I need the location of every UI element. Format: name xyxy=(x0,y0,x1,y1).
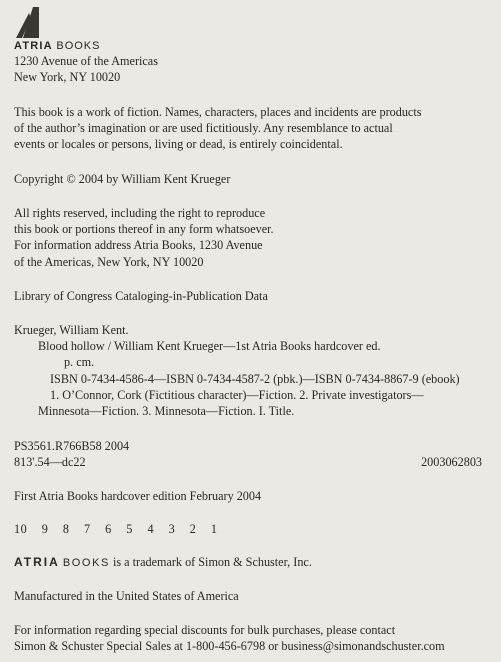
publisher-logo-text xyxy=(14,38,100,54)
trademark-brand: ATRIA xyxy=(14,555,60,569)
address-line: New York, NY 10020 xyxy=(14,70,121,85)
rights-line: For information address Atria Books, 1230 Avenue xyxy=(14,238,263,253)
cip-dewey: 813'.54—dc22 xyxy=(14,455,86,470)
cip-pages: p. cm. xyxy=(64,355,95,370)
cip-dewey-row xyxy=(14,454,494,470)
cip-header xyxy=(14,288,494,304)
cip-author: Krueger, William Kent. xyxy=(14,323,129,337)
cip-classification xyxy=(14,438,494,470)
sales-line: For information regarding special discounts for bulk purchases, please contact xyxy=(14,623,396,637)
disclaimer-line: events or locales or persons, living or dead, is entirely coincidental. xyxy=(14,137,343,152)
cip-isbn: ISBN 0-7434-4586-4—ISBN 0-7434-4587-2 (pbk.)—ISBN 0-7434-8867-9 (ebook) xyxy=(50,371,460,386)
trademark-text: is a trademark of Simon & Schuster, Inc. xyxy=(109,555,312,569)
disclaimer-line: of the author’s imagination or are used fictitiously. Any resemblance to actual xyxy=(14,121,393,136)
cip-subjects: 1. O’Connor, Cork (Fictitious character)—Fiction. 2. Private investigators— xyxy=(50,387,424,402)
manufactured-line: Manufactured in the United States of America xyxy=(14,589,239,603)
rights-line: All rights reserved, including the right to reproduce xyxy=(14,206,266,220)
copyright-line: Copyright © 2004 by William Kent Krueger xyxy=(14,172,231,186)
edition-line: First Atria Books hardcover edition February 2004 xyxy=(14,489,262,503)
cip-data xyxy=(14,322,494,419)
address-line: 1230 Avenue of the Americas xyxy=(14,54,158,68)
sales-line: Simon & Schuster Special Sales at 1-800-456-6798 or business@simonandschuster.com xyxy=(14,639,445,654)
cip-subjects: Minnesota—Fiction. 3. Minnesota—Fiction. I. Title. xyxy=(38,404,295,419)
rights-statement xyxy=(14,205,494,270)
cip-lccn: 2003062803 xyxy=(421,455,482,470)
fiction-disclaimer xyxy=(14,104,494,153)
printing-line xyxy=(14,521,494,537)
edition-statement xyxy=(14,488,494,504)
publisher-address xyxy=(14,53,494,85)
cip-header-line: Library of Congress Cataloging-in-Publication Data xyxy=(14,289,268,303)
copyright-notice xyxy=(14,171,494,187)
rights-line: of the Americas, New York, NY 10020 xyxy=(14,254,204,269)
publisher-brand: ATRIA xyxy=(14,40,53,52)
special-sales xyxy=(14,622,494,654)
trademark-notice xyxy=(14,554,494,571)
cip-lc-class: PS3561.R766B58 2004 xyxy=(14,439,130,453)
trademark-imprint: BOOKS xyxy=(62,557,110,569)
manufacture-statement xyxy=(14,588,494,604)
cip-title: Blood hollow / William Kent Krueger—1st Atria Books hardcover ed. xyxy=(38,339,381,354)
printing-numbers: 10 9 8 7 6 5 4 3 2 1 xyxy=(14,522,218,536)
disclaimer-line: This book is a work of fiction. Names, characters, places and incidents are products xyxy=(14,105,422,119)
publisher-imprint: BOOKS xyxy=(56,40,101,52)
rights-line: this book or portions thereof in any form whatsoever. xyxy=(14,222,274,237)
atria-logo-icon xyxy=(14,4,48,38)
